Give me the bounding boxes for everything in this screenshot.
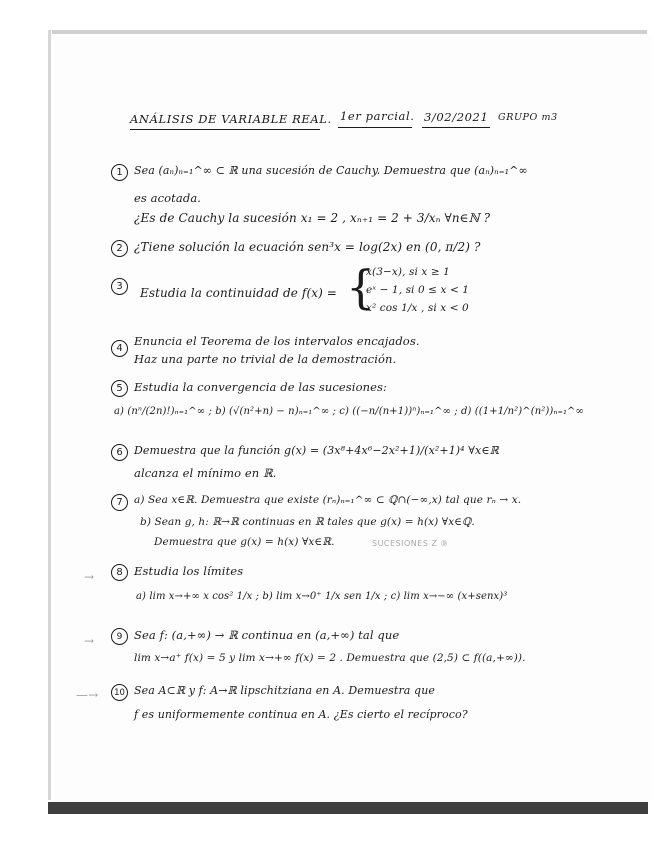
problem-7-number: 7 bbox=[111, 494, 128, 511]
problem-4-number: 4 bbox=[111, 340, 128, 357]
problem-9-arrow: → bbox=[84, 634, 95, 648]
problem-5-line-1: Estudia la convergencia de las sucesiones: bbox=[134, 380, 387, 394]
problem-8-arrow: → bbox=[84, 570, 95, 584]
problem-3-case-2: eˣ − 1, si 0 ≤ x < 1 bbox=[366, 284, 470, 296]
problem-1-line-1: Sea (aₙ)ₙ₌₁^∞ ⊂ ℝ una sucesión de Cauchy. Demuestra que (aₙ)ₙ₌₁^∞ bbox=[134, 164, 528, 177]
problem-8-number: 8 bbox=[111, 564, 128, 581]
problem-3-case-3: x² cos 1/x , si x < 0 bbox=[366, 302, 469, 314]
problem-6-number: 6 bbox=[111, 444, 128, 461]
problem-1-number: 1 bbox=[111, 164, 128, 181]
problem-5-line-2: a) (nⁿ/(2n)!)ₙ₌₁^∞ ; b) (√(n²+n) − n)ₙ₌₁^∞ ; c) ((−n/(n+1))ⁿ)ₙ₌₁^∞ ; d) ((1+1/n²)^(n²))ₙ₌₁^∞ bbox=[114, 406, 584, 417]
problem-2-number: 2 bbox=[111, 240, 128, 257]
exam-sheet bbox=[52, 34, 652, 802]
problem-6-line-1: Demuestra que la función g(x) = (3x⁸+4x⁶−2x²+1)/(x²+1)⁴ ∀x∈ℝ bbox=[134, 444, 499, 457]
header-underline bbox=[130, 129, 320, 130]
problem-9-number: 9 bbox=[111, 628, 128, 645]
exam-date: 3/02/2021 bbox=[424, 110, 489, 124]
problem-4-line-2: Haz una parte no trivial de la demostración. bbox=[134, 352, 397, 366]
problem-5-number: 5 bbox=[111, 380, 128, 397]
problem-2-line-1: ¿Tiene solución la ecuación sen³x = log(2x) en (0, π/2) ? bbox=[134, 240, 481, 254]
problem-9-line-2: lim x→a⁺ f(x) = 5 y lim x→+∞ f(x) = 2 . Demuestra que (2,5) ⊂ f((a,+∞)). bbox=[134, 652, 526, 664]
course-title: ANÁLISIS DE VARIABLE REAL. bbox=[130, 112, 332, 126]
pencil-note: SUCESIONES Z ⑨ bbox=[372, 539, 449, 548]
problem-10-arrow: —→ bbox=[76, 688, 99, 702]
problem-3-number: 3 bbox=[111, 278, 128, 295]
problem-3-case-1: x(3−x), si x ≥ 1 bbox=[366, 266, 450, 278]
group-label: GRUPO m3 bbox=[498, 112, 558, 123]
problem-8-line-1: Estudia los límites bbox=[134, 564, 244, 578]
problem-1-line-3: ¿Es de Cauchy la sucesión x₁ = 2 , xₙ₊₁ = 2 + 3/xₙ ∀n∈ℕ ? bbox=[134, 211, 491, 225]
scan-edge-left bbox=[48, 30, 51, 800]
scanner-shadow-bar bbox=[48, 802, 648, 814]
problem-8-line-2: a) lim x→+∞ x cos² 1/x ; b) lim x→0⁺ 1/x sen 1/x ; c) lim x→−∞ (x+senx)³ bbox=[136, 591, 508, 602]
exam-underline bbox=[338, 127, 412, 128]
problem-10-number: 10 bbox=[111, 684, 128, 701]
problem-6-line-2: alcanza el mínimo en ℝ. bbox=[134, 466, 277, 480]
problem-10-line-2: f es uniformemente continua en A. ¿Es cierto el recíproco? bbox=[134, 708, 468, 721]
problem-1-line-2: es acotada. bbox=[134, 191, 202, 205]
problem-9-line-1: Sea f: (a,+∞) → ℝ continua en (a,+∞) tal que bbox=[134, 628, 400, 642]
problem-3-lead: Estudia la continuidad de f(x) = bbox=[140, 286, 337, 300]
problem-4-line-1: Enuncia el Teorema de los intervalos encajados. bbox=[134, 334, 420, 348]
problem-7-line-3: Demuestra que g(x) = h(x) ∀x∈ℝ. bbox=[154, 536, 335, 548]
exam-label: 1er parcial. bbox=[340, 109, 415, 123]
problem-7-line-1: a) Sea x∈ℝ. Demuestra que existe (rₙ)ₙ₌₁^∞ ⊂ ℚ∩(−∞,x) tal que rₙ → x. bbox=[134, 494, 522, 506]
problem-10-line-1: Sea A⊂ℝ y f: A→ℝ lipschitziana en A. Demuestra que bbox=[134, 684, 435, 697]
problem-3-brace: { bbox=[346, 260, 376, 314]
problem-7-line-2: b) Sean g, h: ℝ→ℝ continuas en ℝ tales que g(x) = h(x) ∀x∈ℚ. bbox=[140, 516, 475, 528]
date-underline bbox=[422, 127, 490, 128]
